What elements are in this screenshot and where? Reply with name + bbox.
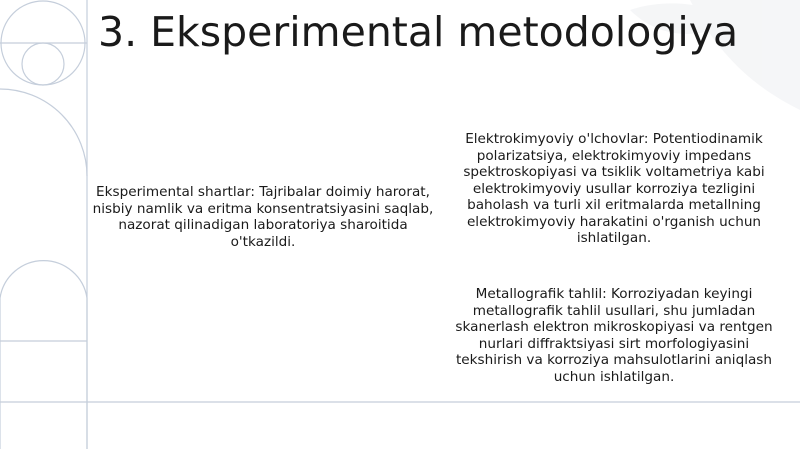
mid-arc — [0, 89, 87, 176]
slide-title: 3. Eksperimental metodologiya — [98, 8, 739, 56]
lower-arch — [0, 261, 87, 449]
electrochemical-measurements-text: Elektrokimyoviy o'lchovlar: Potentiodinamik polarizatsiya, elektrokimyoviy impedans spektroskopiyasi va tsiklik voltametriya kabi elektrokimyoviy usullar korroziya tezligini baholash va turli xil eritmalarda metallning elektrokimyoviy harakatini o'rganish uchun ishlatilgan. — [463, 131, 765, 246]
top-small-circle — [22, 43, 64, 85]
metallographic-analysis-text: Metallografik tahlil: Korroziyadan keyingi metallografik tahlil usullari, shu jumladan skanerlash elektron mikroskopiyasi va rentgen nurlari diffraktsiyasi sirt morfologiyasini tekshirish va korroziya mahsulotlarini aniqlash uchun ishlatilgan. — [455, 286, 773, 385]
experimental-conditions-text: Eksperimental shartlar: Tajribalar doimiy harorat, nisbiy namlik va eritma konsentratsiyasini saqlab, nazorat qilinadigan laboratoriya sharoitida o'tkazildi. — [92, 184, 434, 250]
